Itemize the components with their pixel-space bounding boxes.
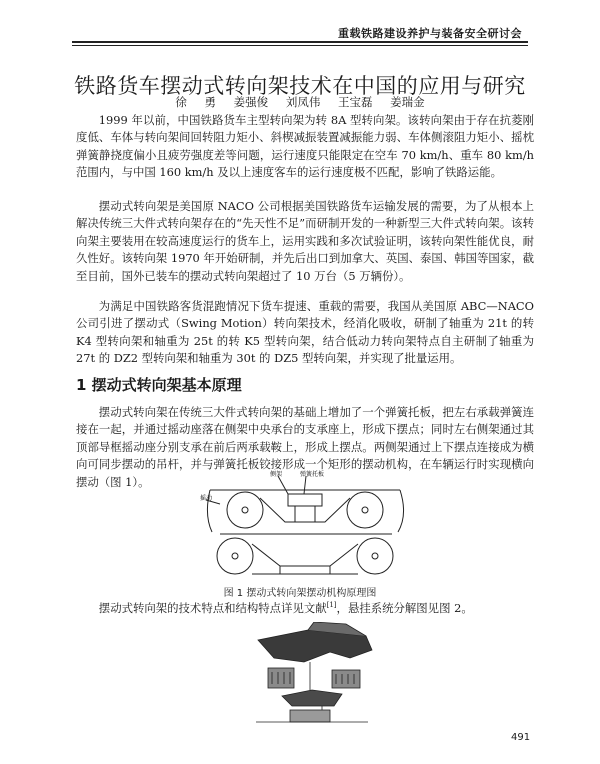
figure-reference-paragraph: [76, 600, 473, 616]
section-1-paragraph: 摆动式转向架在传统三大件式转向架的基础上增加了一个弹簧托板，把左右承载弹簧连接在一起，并通过摇动座落在侧架中央承台的支承座上，形成下摆点；同时左右侧架通过其顶部导框摇动座分别支承在前后两承载鞍上，形成上摆点。两侧架通过上下摆点连接成为横向可同步摆动的吊杆，并与弹簧托板铰接形成一个矩形的摆动机构，在车辆运行时实现横向摆动（图 1）。: [76, 405, 534, 489]
author: 徐 勇: [175, 95, 217, 109]
header-rule-thin: [72, 45, 528, 46]
figure-2-suspension-exploded-view: [238, 622, 388, 730]
header-rule-thick: [72, 41, 528, 43]
author-list: [0, 94, 600, 110]
intro-paragraph-1: 1999 年以前，中国铁路货车主型转向架为转 8A 型转向架。该转向架由于存在抗菱刚度低、车体与转向架间回转阻力矩小、斜楔减振装置减振能力弱、车体侧滚阻力矩小、摇枕弹簧静挠度偏小且疲劳强度差等问题，运行速度只能限定在空车 70 km/h、重车 80 km/h 范围内，与中国 160 km/h 及以上速度客车的运行速度极不匹配，影响了铁路运能。: [76, 113, 534, 180]
figure-1-swing-mechanism-diagram: [200, 470, 412, 580]
section-heading: 1 摆动式转向架基本原理: [76, 376, 242, 394]
paper-title: 铁路货车摆动式转向架技术在中国的应用与研究: [74, 74, 526, 99]
figure-1-caption: 图 1 摆动式转向架摆动机构原理图: [223, 588, 377, 599]
author: 王宝磊: [337, 95, 373, 109]
paragraph-text: 摆动式转向架的技术特点和结构特点详见文献: [98, 601, 327, 615]
citation-ref[interactable]: [1]: [326, 601, 337, 610]
figure-label-side-frame: 侧架: [270, 471, 283, 478]
figure-label-spring-plank: 弹簧托板: [300, 471, 325, 478]
intro-paragraph-2: 摆动式转向架是美国原 NACO 公司根据美国铁路货车运输发展的需要，为了从根本上解决传统三大件式转向架存在的“先天性不足”而研制开发的一种新型三大件式转向架。该转向架主要装用在较高速度运行的货车上，运用实践和多次试验证明，该转向架性能优良，耐久性好。该转向架 1970 年开始研制，并先后出口到加拿大、英国、泰国、韩国等国家，截至目前，国外已装车的摆动式转向架超过了 10 万台（5 万辆份）。: [76, 199, 534, 283]
author: 姜强俊: [233, 95, 269, 109]
figure-label-rocker: 摇动: [200, 495, 213, 502]
paragraph-text: ，悬挂系统分解图见图 2。: [336, 601, 473, 615]
intro-paragraph-3: 为满足中国铁路客货混跑情况下货车提速、重载的需要，我国从美国原 ABC—NACO 公司引进了摆动式（Swing Motion）转向架技术，经消化吸收，研制了轴重为 21t 的转 K4 型转向架和轴重为 25t 的转 K5 型转向架，结合低动力转向架特点自主研制了轴重为 27t 的 DZ2 型转向架和轴重为 30t 的 DZ5 型转向架，并实现了批量运用。: [76, 299, 534, 366]
page-number: 491: [511, 732, 531, 743]
author: 刘凤伟: [285, 95, 321, 109]
author: 姜瑞金: [390, 95, 425, 109]
running-header: 重载铁路建设养护与装备安全研讨会: [338, 27, 522, 40]
